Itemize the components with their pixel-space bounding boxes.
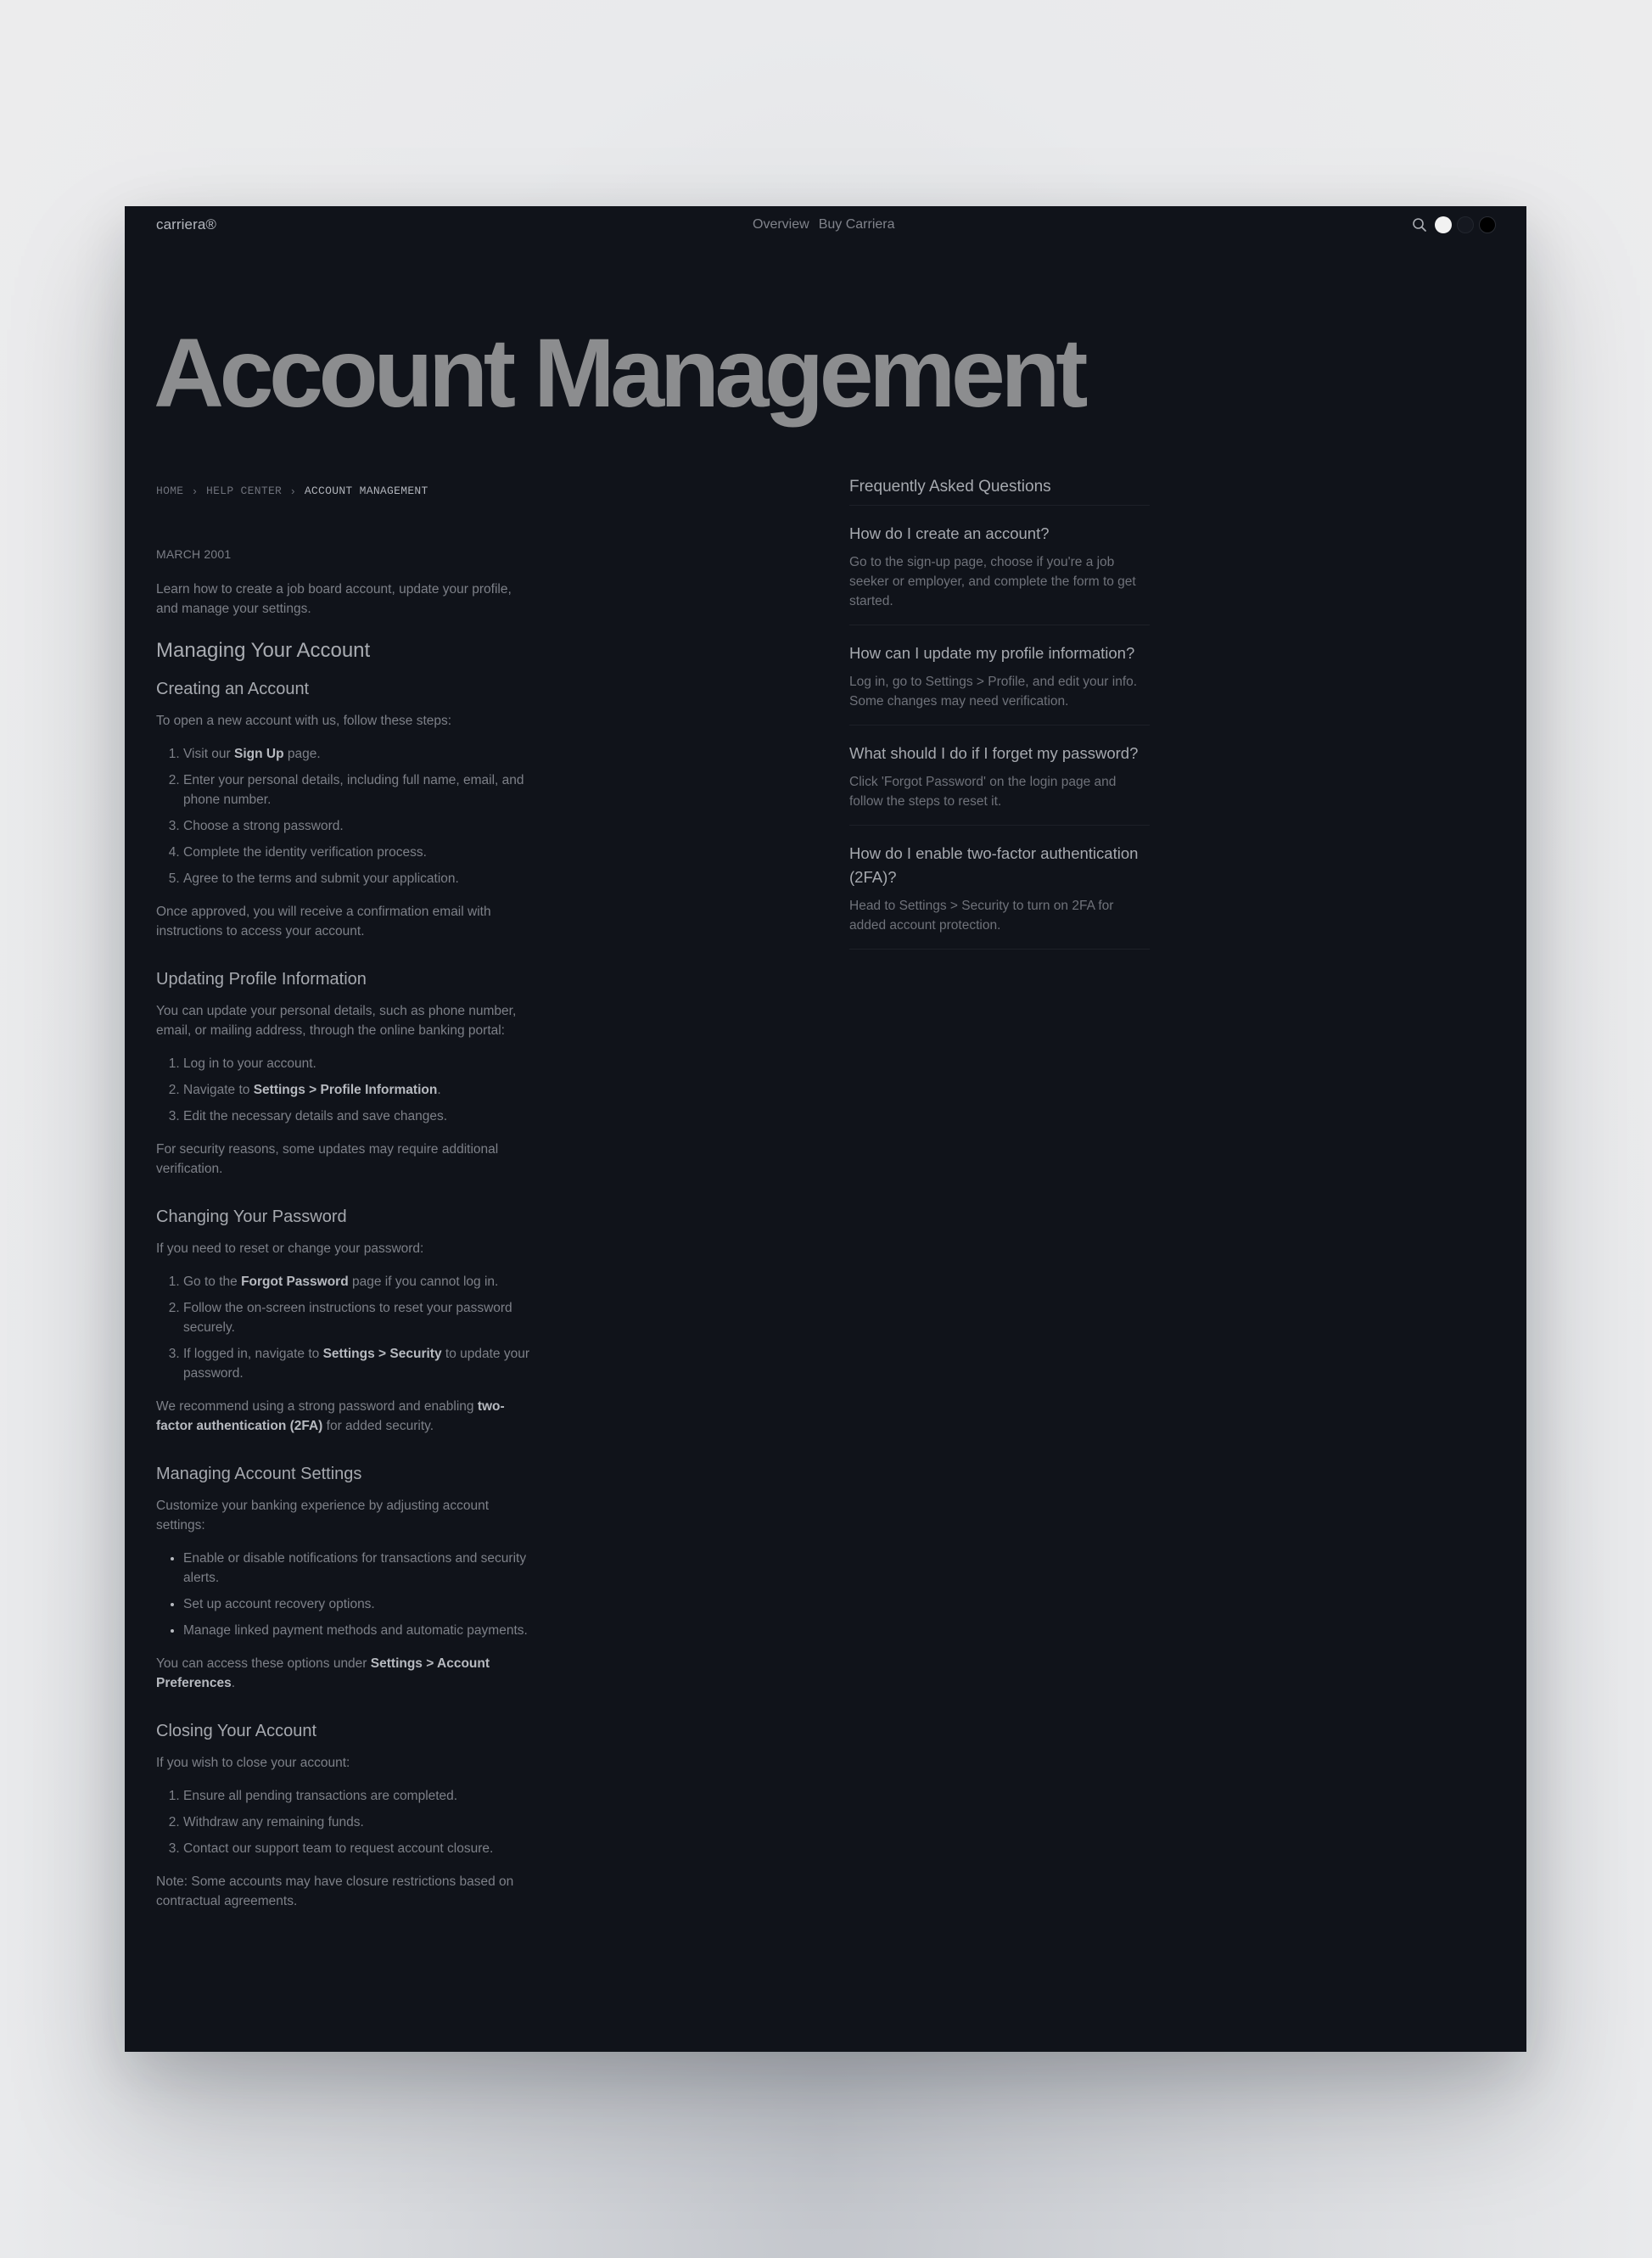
section-lead: Customize your banking experience by adjusting account settings: (156, 1499, 490, 1532)
list-item: 3. Edit the necessary details and save changes. (183, 1107, 535, 1126)
section-lead: If you wish to close your account: (156, 1756, 350, 1770)
sign-up-link[interactable]: Sign Up (234, 747, 284, 761)
faq-answer: Log in, go to Settings > Profile, and edit your info. Some changes may need verification. (849, 675, 1138, 709)
faq-question: How can I update my profile information? (849, 644, 1135, 662)
article-date: MARCH 2001 (156, 547, 232, 561)
faq-item[interactable] (849, 726, 1150, 826)
theme-dark-swatch[interactable] (1457, 216, 1474, 233)
logo[interactable]: carriera® (156, 216, 217, 233)
section-outro: You can access these options under Settings > Account Preferences. (156, 1656, 490, 1690)
nav-buy-carriera[interactable]: Buy Carriera (818, 217, 895, 232)
section-lead: You can update your personal details, such as phone number, email, or mailing address, through the online banking portal: (156, 1004, 517, 1038)
list-item: 3. Choose a strong password. (183, 816, 535, 836)
faq-question: What should I do if I forget my password? (849, 744, 1139, 762)
search-icon[interactable] (1411, 216, 1428, 233)
nav-overview[interactable]: Overview (753, 217, 809, 232)
list-item: 2. Navigate to Settings > Profile Information. (183, 1080, 535, 1100)
header-controls (1411, 216, 1496, 233)
theme-light-swatch[interactable] (1435, 216, 1452, 233)
list-item: 1. Ensure all pending transactions are completed. (183, 1786, 535, 1806)
page-window (125, 206, 1526, 2052)
settings-list (156, 1549, 535, 1640)
section-outro: For security reasons, some updates may require additional verification. (156, 1142, 499, 1176)
breadcrumb-help-center[interactable]: HELP CENTER (206, 485, 283, 497)
list-item: 2. Enter your personal details, including full name, email, and phone number. (183, 770, 535, 810)
section-lead: If you need to reset or change your password: (156, 1241, 424, 1256)
chevron-right-icon: › (193, 485, 198, 497)
article-heading: Managing Your Account (156, 639, 371, 662)
password-steps (156, 1272, 535, 1383)
list-item: • Set up account recovery options. (183, 1594, 535, 1614)
list-item: 1. Go to the Forgot Password page if you cannot log in. (183, 1272, 535, 1291)
section-title-creating: Creating an Account (156, 680, 310, 698)
breadcrumb-current: ACCOUNT MANAGEMENT (304, 485, 428, 497)
section-lead: To open a new account with us, follow these steps: (156, 714, 452, 728)
faq-panel (849, 478, 1150, 950)
list-item: 1. Log in to your account. (183, 1054, 535, 1073)
page-title: Account Management (154, 319, 1084, 428)
creating-steps (156, 744, 535, 888)
top-bar (125, 206, 1526, 245)
article (156, 547, 535, 1925)
section-outro: Note: Some accounts may have closure restrictions based on contractual agreements. (156, 1874, 514, 1908)
section-title-password: Changing Your Password (156, 1207, 347, 1226)
list-item: 4. Complete the identity verification process. (183, 843, 535, 862)
theme-black-swatch[interactable] (1479, 216, 1496, 233)
list-item: 1. Visit our Sign Up page. (183, 744, 535, 764)
faq-question: How do I create an account? (849, 524, 1050, 542)
faq-answer: Go to the sign-up page, choose if you're a job seeker or employer, and complete the form to get started. (849, 555, 1136, 608)
list-item: 3. Contact our support team to request account closure. (183, 1839, 535, 1858)
faq-item[interactable] (849, 826, 1150, 950)
breadcrumb-home[interactable]: HOME (156, 485, 184, 497)
breadcrumb (156, 485, 428, 497)
updating-steps (156, 1054, 535, 1126)
section-outro: Once approved, you will receive a confirmation email with instructions to access your account. (156, 905, 491, 938)
list-item: 2. Follow the on-screen instructions to reset your password securely. (183, 1298, 535, 1337)
list-item: 2. Withdraw any remaining funds. (183, 1813, 535, 1832)
section-title-settings: Managing Account Settings (156, 1465, 362, 1483)
faq-item[interactable] (849, 625, 1150, 726)
chevron-right-icon: › (291, 485, 295, 497)
faq-answer: Head to Settings > Security to turn on 2FA for added account protection. (849, 899, 1114, 933)
list-item: • Manage linked payment methods and automatic payments. (183, 1621, 535, 1640)
section-outro: We recommend using a strong password and enabling two-factor authentication (2FA) for added security. (156, 1399, 505, 1433)
closing-steps (156, 1786, 535, 1858)
list-item: • Enable or disable notifications for transactions and security alerts. (183, 1549, 535, 1588)
faq-answer: Click 'Forgot Password' on the login page and follow the steps to reset it. (849, 775, 1117, 809)
article-intro: Learn how to create a job board account, update your profile, and manage your settings. (156, 582, 512, 616)
section-title-updating: Updating Profile Information (156, 970, 367, 989)
list-item: 5. Agree to the terms and submit your application. (183, 869, 535, 888)
faq-title: Frequently Asked Questions (849, 478, 1150, 506)
list-item: 3. If logged in, navigate to Settings > Security to update your password. (183, 1344, 535, 1383)
faq-item[interactable] (849, 506, 1150, 625)
forgot-password-link[interactable]: Forgot Password (241, 1275, 349, 1289)
top-nav (753, 217, 904, 233)
faq-question: How do I enable two-factor authentication (2FA)? (849, 844, 1139, 886)
section-title-closing: Closing Your Account (156, 1722, 317, 1740)
